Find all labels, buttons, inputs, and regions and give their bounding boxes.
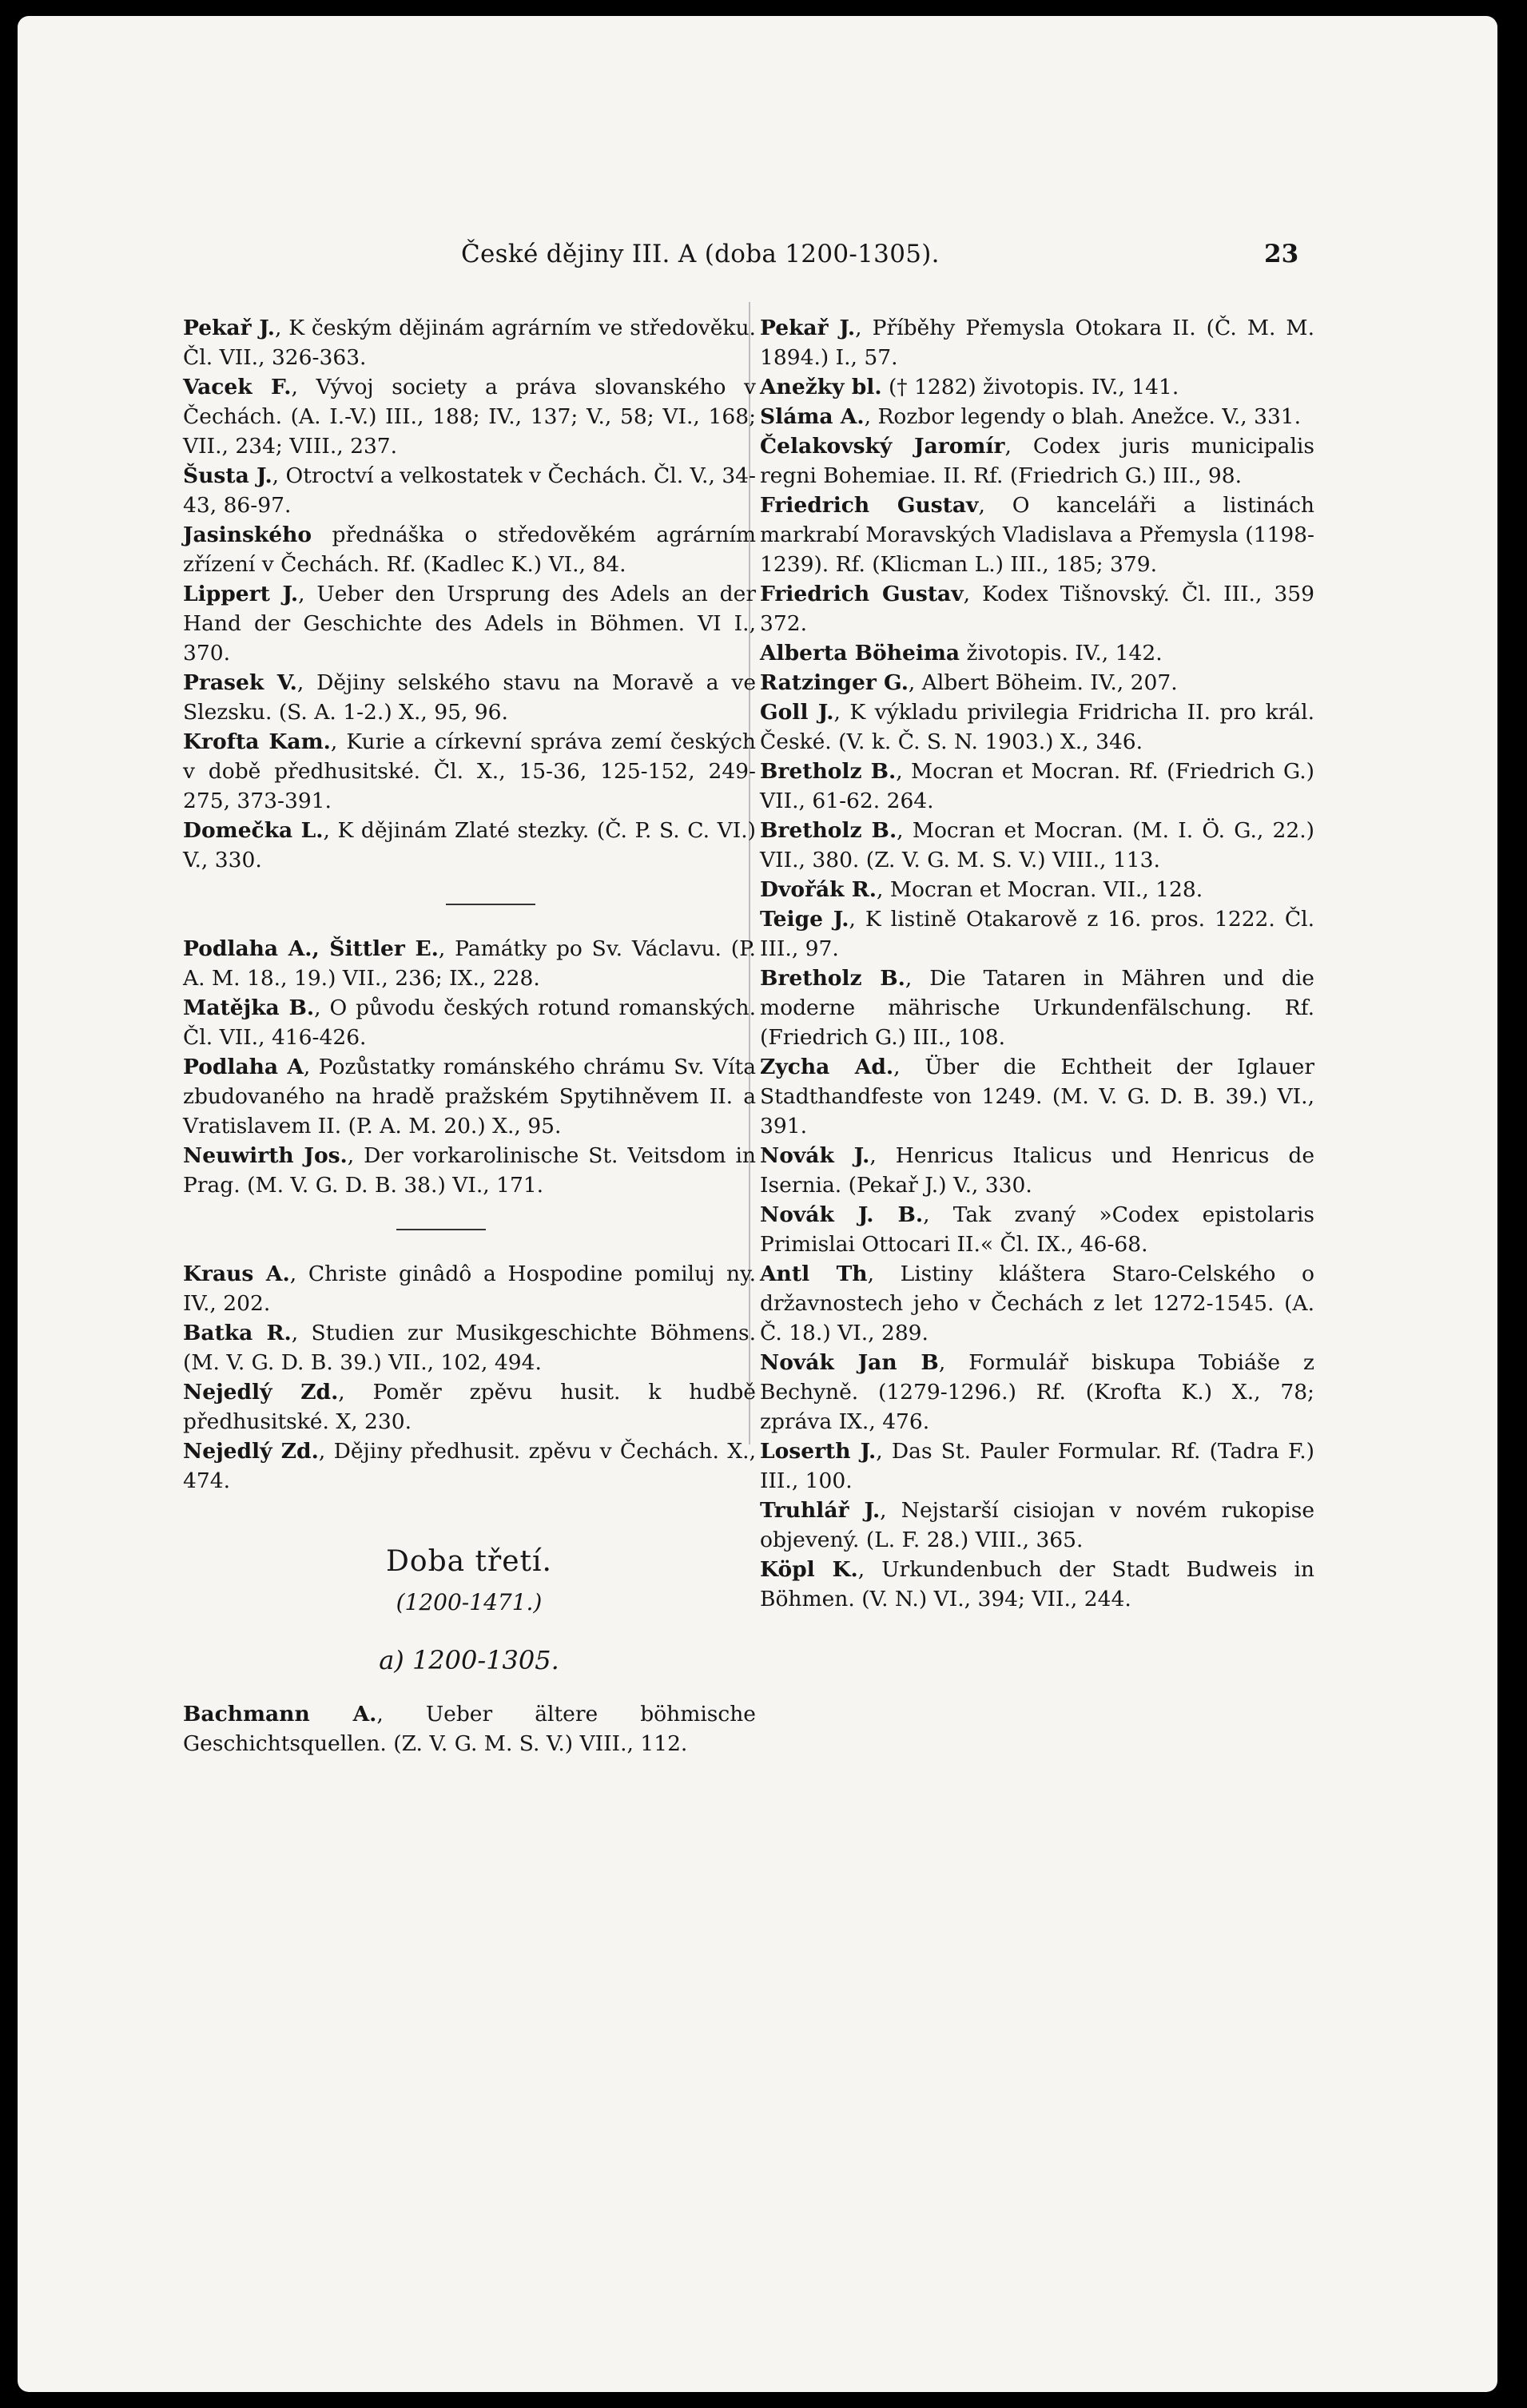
entry-text: , Albert Böheim. IV., 207. xyxy=(908,670,1178,695)
entry-text: , Mocran et Mocran. VII., 128. xyxy=(877,877,1203,902)
entry-text: , Tak zvaný »Codex epistolaris Primislai Ottocari II.« Čl. IX., 46-68. xyxy=(760,1202,1314,1257)
bib-entry xyxy=(182,579,756,668)
section-heading xyxy=(182,1547,756,1675)
entry-text: , O původu českých rotund romanských. Čl. VII., 416-426. xyxy=(183,995,757,1050)
entry-text: , Christe ginâdô a Hospodine pomiluj ny. IV., 202. xyxy=(183,1262,756,1316)
entry-text: , Kodex Tišnovský. Čl. III., 359 372. xyxy=(760,582,1314,636)
bib-entry xyxy=(759,1052,1314,1141)
entry-group-architecture xyxy=(182,934,756,1200)
bib-entry xyxy=(759,964,1314,1052)
bib-entry xyxy=(759,816,1314,875)
entry-text: , K výkladu privilegia Fridricha II. pro král. České. (V. k. Č. S. N. 1903.) X., 346. xyxy=(760,700,1315,754)
entry-author: Šusta J. xyxy=(183,463,272,488)
bib-entry xyxy=(182,668,756,727)
entry-text: , Ueber ältere böhmische Geschichtsquellen. (Z. V. G. M. S. V.) VIII., 112. xyxy=(183,1702,756,1756)
entry-author: Pekař J. xyxy=(760,316,856,340)
right-column xyxy=(759,313,1314,1614)
entry-author: Bachmann A. xyxy=(183,1702,377,1727)
entry-author: Podlaha A xyxy=(183,1055,304,1079)
bib-entry xyxy=(182,1699,756,1758)
entry-author: Matějka B. xyxy=(183,995,315,1020)
entry-author: Čelakovský Jaromír xyxy=(760,434,1005,459)
entry-text: , Otroctví a velkostatek v Čechách. Čl. V., 34-43, 86-97. xyxy=(183,463,756,518)
bib-entry xyxy=(759,1141,1314,1200)
entry-text: , Der vorkarolinische St. Veitsdom in Prag. (M. V. G. D. B. 38.) VI., 171. xyxy=(183,1143,756,1198)
entry-author: Dvořák R. xyxy=(760,877,877,902)
entry-text: , K dějinám Zlaté stezky. (Č. P. S. C. VI.) V., 330. xyxy=(183,818,756,872)
entry-text: , Nejstarší cisiojan v novém rukopise objevený. (L. F. 28.) VIII., 365. xyxy=(760,1498,1314,1552)
entry-text: životopis. IV., 142. xyxy=(960,641,1163,666)
bib-entry xyxy=(759,579,1314,638)
entry-author: Lippert J. xyxy=(183,582,299,606)
bib-entry xyxy=(182,313,756,372)
section-title: Doba třetí. xyxy=(386,1545,552,1578)
entry-text: , Památky po Sv. Václavu. (P. A. M. 18., 19.) VII., 236; IX., 228. xyxy=(183,936,756,991)
bib-entry xyxy=(759,1259,1314,1348)
bib-entry xyxy=(182,1052,756,1141)
entry-author: Nejedlý Zd. xyxy=(183,1380,339,1405)
bib-entry xyxy=(182,372,756,461)
page-number: 23 xyxy=(1264,240,1299,268)
bib-entry xyxy=(182,520,756,579)
bib-entry xyxy=(759,875,1314,904)
entry-text: , Mocran et Mocran. Rf. (Friedrich G.) VII., 61-62. 264. xyxy=(760,759,1314,813)
bib-entry xyxy=(759,904,1314,964)
entry-text: , Ueber den Ursprung des Adels an der Hand der Geschichte des Adels in Böhmen. VI I., 370. xyxy=(183,582,756,666)
bib-entry xyxy=(182,1377,756,1436)
subsection-letter: a) xyxy=(379,1645,404,1675)
entry-author: Vacek F. xyxy=(183,375,292,399)
running-header: České dějiny III. A (doba 1200-1305). xyxy=(461,240,940,268)
entry-text: , Über die Echtheit der Iglauer Stadthandfeste von 1249. (M. V. G. D. B. 39.) VI., 391. xyxy=(760,1055,1315,1138)
entry-text: , Die Tataren in Mähren und die moderne mährische Urkundenfälschung. Rf. (Friedrich G.) III., 108. xyxy=(760,966,1314,1050)
entry-author: Prasek V. xyxy=(183,670,297,695)
entry-author: Bretholz B. xyxy=(760,818,897,843)
entry-author: Friedrich Gustav xyxy=(760,493,979,518)
subsection-years: 1200-1305. xyxy=(412,1645,559,1675)
entry-text: , Rozbor legendy o blah. Anežce. V., 331. xyxy=(864,404,1302,429)
entry-text: , K listině Otakarově z 16. pros. 1222. Čl. III., 97. xyxy=(760,907,1314,961)
entry-text: , Dějiny předhusit. zpěvu v Čechách. X., 474. xyxy=(183,1439,757,1493)
entry-author: Goll J. xyxy=(760,700,834,725)
entry-text: , K českým dějinám agrárním ve středověku. Čl. VII., 326-363. xyxy=(183,316,756,370)
entry-text: , Příběhy Přemysla Otokara II. (Č. M. M. 1894.) I., 57. xyxy=(760,316,1314,370)
bib-entry xyxy=(759,668,1314,697)
entry-author: Domečka L. xyxy=(183,818,324,843)
bib-entry xyxy=(759,313,1314,372)
entry-author: Alberta Böheima xyxy=(760,641,960,666)
bib-entry xyxy=(759,697,1314,757)
bib-entry xyxy=(759,1348,1314,1436)
entry-author: Bretholz B. xyxy=(760,966,905,991)
entry-author: Truhlář J. xyxy=(760,1498,881,1523)
entry-author: Teige J. xyxy=(760,907,849,932)
bib-entry xyxy=(759,372,1314,402)
bib-entry xyxy=(182,816,756,875)
section-years: (1200-1471.) xyxy=(396,1589,543,1615)
entry-author: Batka R. xyxy=(183,1321,292,1345)
entry-text: , Codex juris municipalis regni Bohemiae. II. Rf. (Friedrich G.) III., 98. xyxy=(760,434,1314,488)
entry-author: Loserth J. xyxy=(760,1439,877,1464)
entry-text: , Urkundenbuch der Stadt Budweis in Böhmen. (V. N.) VI., 394; VII., 244. xyxy=(760,1557,1314,1611)
section-rule xyxy=(182,1200,756,1259)
entry-author: Bretholz B. xyxy=(760,759,897,784)
entry-text: , Pozůstatky románského chrámu Sv. Víta zbudovaného na hradě pražském Spytihněvem II. a Vratislavem II. (P. A. M. 20.) X., 95. xyxy=(183,1055,756,1138)
entry-author: Anežky bl. xyxy=(760,375,882,399)
entry-author: Novák J. B. xyxy=(760,1202,924,1227)
entry-text: , Das St. Pauler Formular. Rf. (Tadra F.) III., 100. xyxy=(760,1439,1314,1493)
bib-entry xyxy=(759,402,1314,431)
entry-text: , Kurie a církevní správa zemí českých v době předhusitské. Čl. X., 15-36, 125-152, 249-275, 373-391. xyxy=(183,729,756,813)
entry-author: Zycha Ad. xyxy=(760,1055,894,1079)
bib-entry xyxy=(182,727,756,816)
entry-text: , Formulář biskupa Tobiáše z Bechyně. (1279-1296.) Rf. (Krofta K.) X., 78; zpráva IX., 476. xyxy=(760,1350,1315,1434)
bib-entry xyxy=(182,1318,756,1377)
left-column xyxy=(182,313,756,1758)
entry-author: Jasinského xyxy=(183,523,312,547)
entry-text: , Dějiny selského stavu na Moravě a ve Slezsku. (S. A. 1-2.) X., 95, 96. xyxy=(183,670,756,725)
bib-entry xyxy=(759,1200,1314,1259)
bib-entry xyxy=(759,1555,1314,1614)
bib-entry xyxy=(759,1436,1314,1496)
subsection-title xyxy=(182,1646,756,1675)
entry-text: , Henricus Italicus und Henricus de Isernia. (Pekař J.) V., 330. xyxy=(760,1143,1314,1198)
entry-author: Novák J. xyxy=(760,1143,870,1168)
entry-author: Ratzinger G. xyxy=(760,670,909,695)
entry-author: Antl Th xyxy=(760,1262,868,1286)
book-page xyxy=(18,16,1497,2392)
entry-author: Krofta Kam. xyxy=(183,729,331,754)
bib-entry xyxy=(182,934,756,993)
entry-author: Podlaha A., Šittler E. xyxy=(183,936,439,961)
entry-author: Kraus A. xyxy=(183,1262,290,1286)
entry-text: , O kanceláři a listinách markrabí Moravských Vladislava a Přemysla (1198-1239). Rf. (Klicman L.) III., 185; 379. xyxy=(760,493,1314,577)
entry-text: , Studien zur Musikgeschichte Böhmens. (M. V. G. D. B. 39.) VII., 102, 494. xyxy=(183,1321,756,1375)
bib-entry xyxy=(182,461,756,520)
entry-author: Novák Jan B xyxy=(760,1350,939,1375)
entry-text: , Poměr zpěvu husit. k hudbě předhusitské. X, 230. xyxy=(183,1380,756,1434)
bib-entry xyxy=(759,757,1314,816)
entry-author: Pekař J. xyxy=(183,316,275,340)
entry-author: Nejedlý Zd. xyxy=(183,1439,319,1464)
entry-author: Sláma A. xyxy=(760,404,865,429)
bib-entry xyxy=(182,1259,756,1318)
entry-group-sources xyxy=(182,1699,756,1758)
entry-author: Friedrich Gustav xyxy=(760,582,964,606)
bib-entry xyxy=(182,1141,756,1200)
entry-text: , Listiny kláštera Staro-Celského o državnostech jeho v Čechách z let 1272-1545. (A. Č. 18.) VI., 289. xyxy=(760,1262,1314,1345)
bib-entry xyxy=(182,993,756,1052)
entry-group-music xyxy=(182,1259,756,1496)
bib-entry xyxy=(759,638,1314,668)
bib-entry xyxy=(759,491,1314,579)
entry-author: Neuwirth Jos. xyxy=(183,1143,348,1168)
section-rule xyxy=(182,875,756,934)
entry-text: , Mocran et Mocran. (M. I. Ö. G., 22.) VII., 380. (Z. V. G. M. S. V.) VIII., 113. xyxy=(760,818,1314,872)
bib-entry xyxy=(759,431,1314,491)
bib-entry xyxy=(759,1496,1314,1555)
entry-text: († 1282) životopis. IV., 141. xyxy=(881,375,1179,399)
entry-text: přednáška o středověkém agrárním zřízení v Čechách. Rf. (Kadlec K.) VI., 84. xyxy=(183,523,756,577)
bib-entry xyxy=(182,1436,756,1496)
entry-author: Köpl K. xyxy=(760,1557,858,1582)
entry-group-agrarian xyxy=(182,313,756,875)
entry-text: , Vývoj society a práva slovanského v Čechách. (A. I.-V.) III., 188; IV., 137; V., 58; VI., 168; VII., 234; VIII., 237. xyxy=(183,375,756,459)
